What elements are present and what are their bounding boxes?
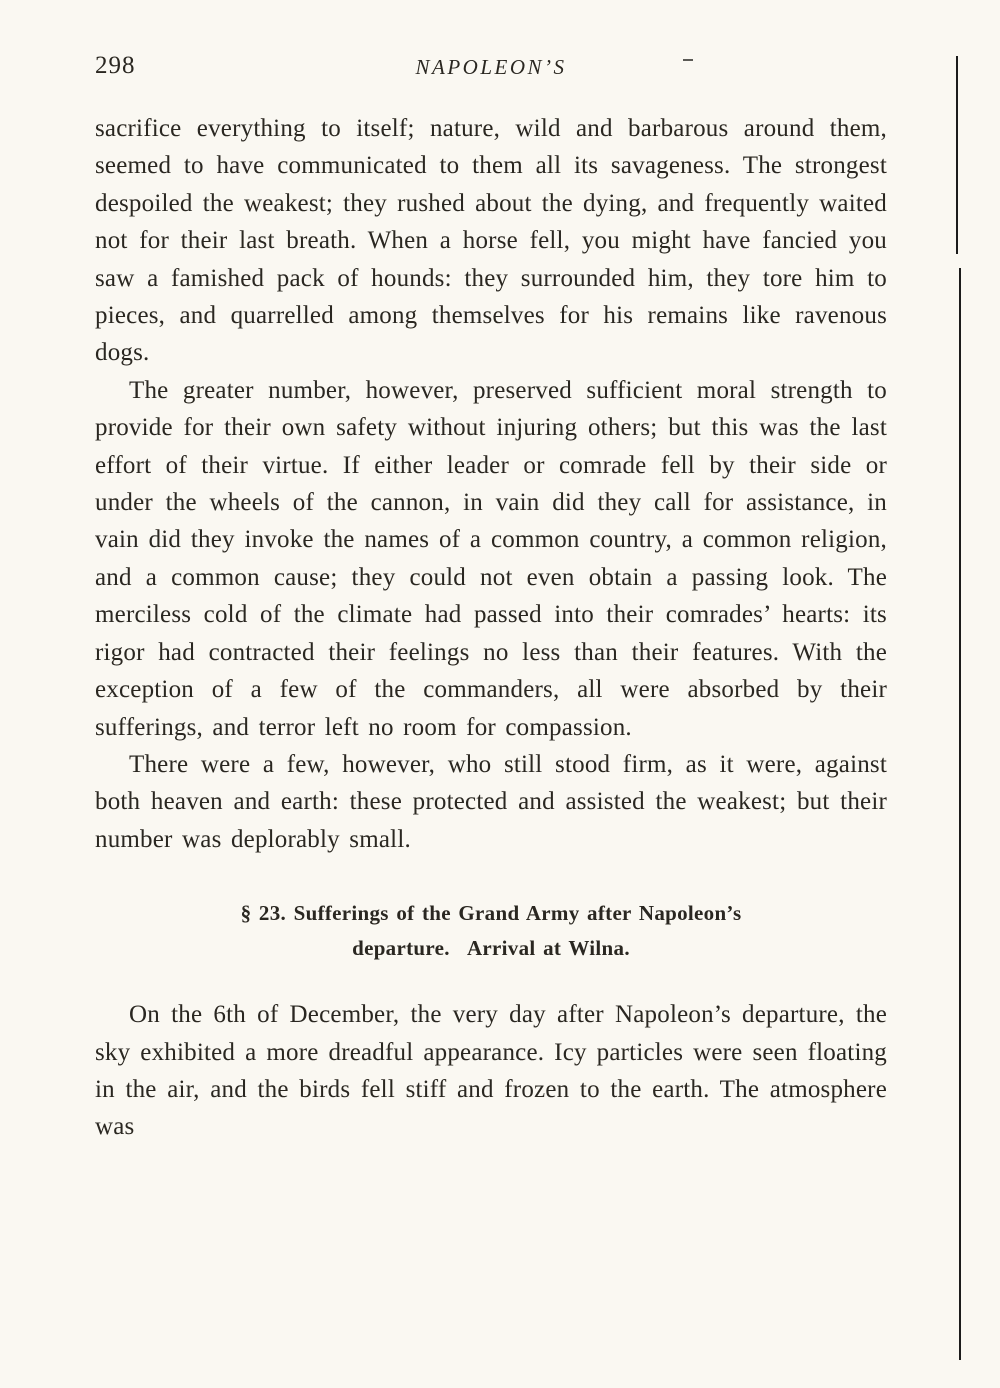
section-heading-line2: departure. Arrival at Wilna. [352,936,630,961]
body-text [95,110,887,1146]
paragraph-continuation: sacrifice everything to itself; nature, wild and barbarous around them, seemed to have communicated to them all its savageness. The strongest despoiled the weakest; they rushed about the dying, and frequently waited not for their last breath. When a horse fell, you might have fancied you saw a famished pack of hounds: they surrounded him, they tore him to pieces, and quarrelled among themselves for his remains like ravenous dogs. [95,115,887,367]
paragraph: The greater number, however, preserved sufficient moral strength to provide for their own safety without injuring others; but this was the last effort of their virtue. If either leader or comrade fell by their side or under the wheels of the cannon, in vain did they call for assistance, in vain did they invoke the names of a common country, a common religion, and a common cause; they could not even obtain a passing look. The merciless cold of the climate had passed into their comrades’ hearts: its rigor had contracted their feelings no less than their features. With the exception of a few of the commanders, all were absorbed by their sufferings, and terror left no room for compassion. [95,376,887,741]
page-header [95,52,887,96]
scan-artifact-line [956,56,958,254]
text-block [95,52,887,1146]
running-header: NAPOLEON’S [415,55,567,79]
paragraph: There were a few, however, who still stood firm, as it were, against both heaven and earth: these protected and assisted the weakest; but their number was deplorably small. [95,750,887,853]
page-number: 298 [95,52,136,79]
scan-artifact-line [959,268,961,1360]
paragraph: On the 6th of December, the very day after Napoleon’s departure, the sky exhibited a more dreadful appearance. Icy particles were seen floating in the air, and the birds fell stiff and frozen to the earth. The atmosphere was [95,1001,887,1141]
section-heading-line1: § 23. Sufferings of the Grand Army after Napoleon’s [240,901,742,926]
section-heading [125,896,857,966]
scan-artifact-dash [683,59,693,61]
